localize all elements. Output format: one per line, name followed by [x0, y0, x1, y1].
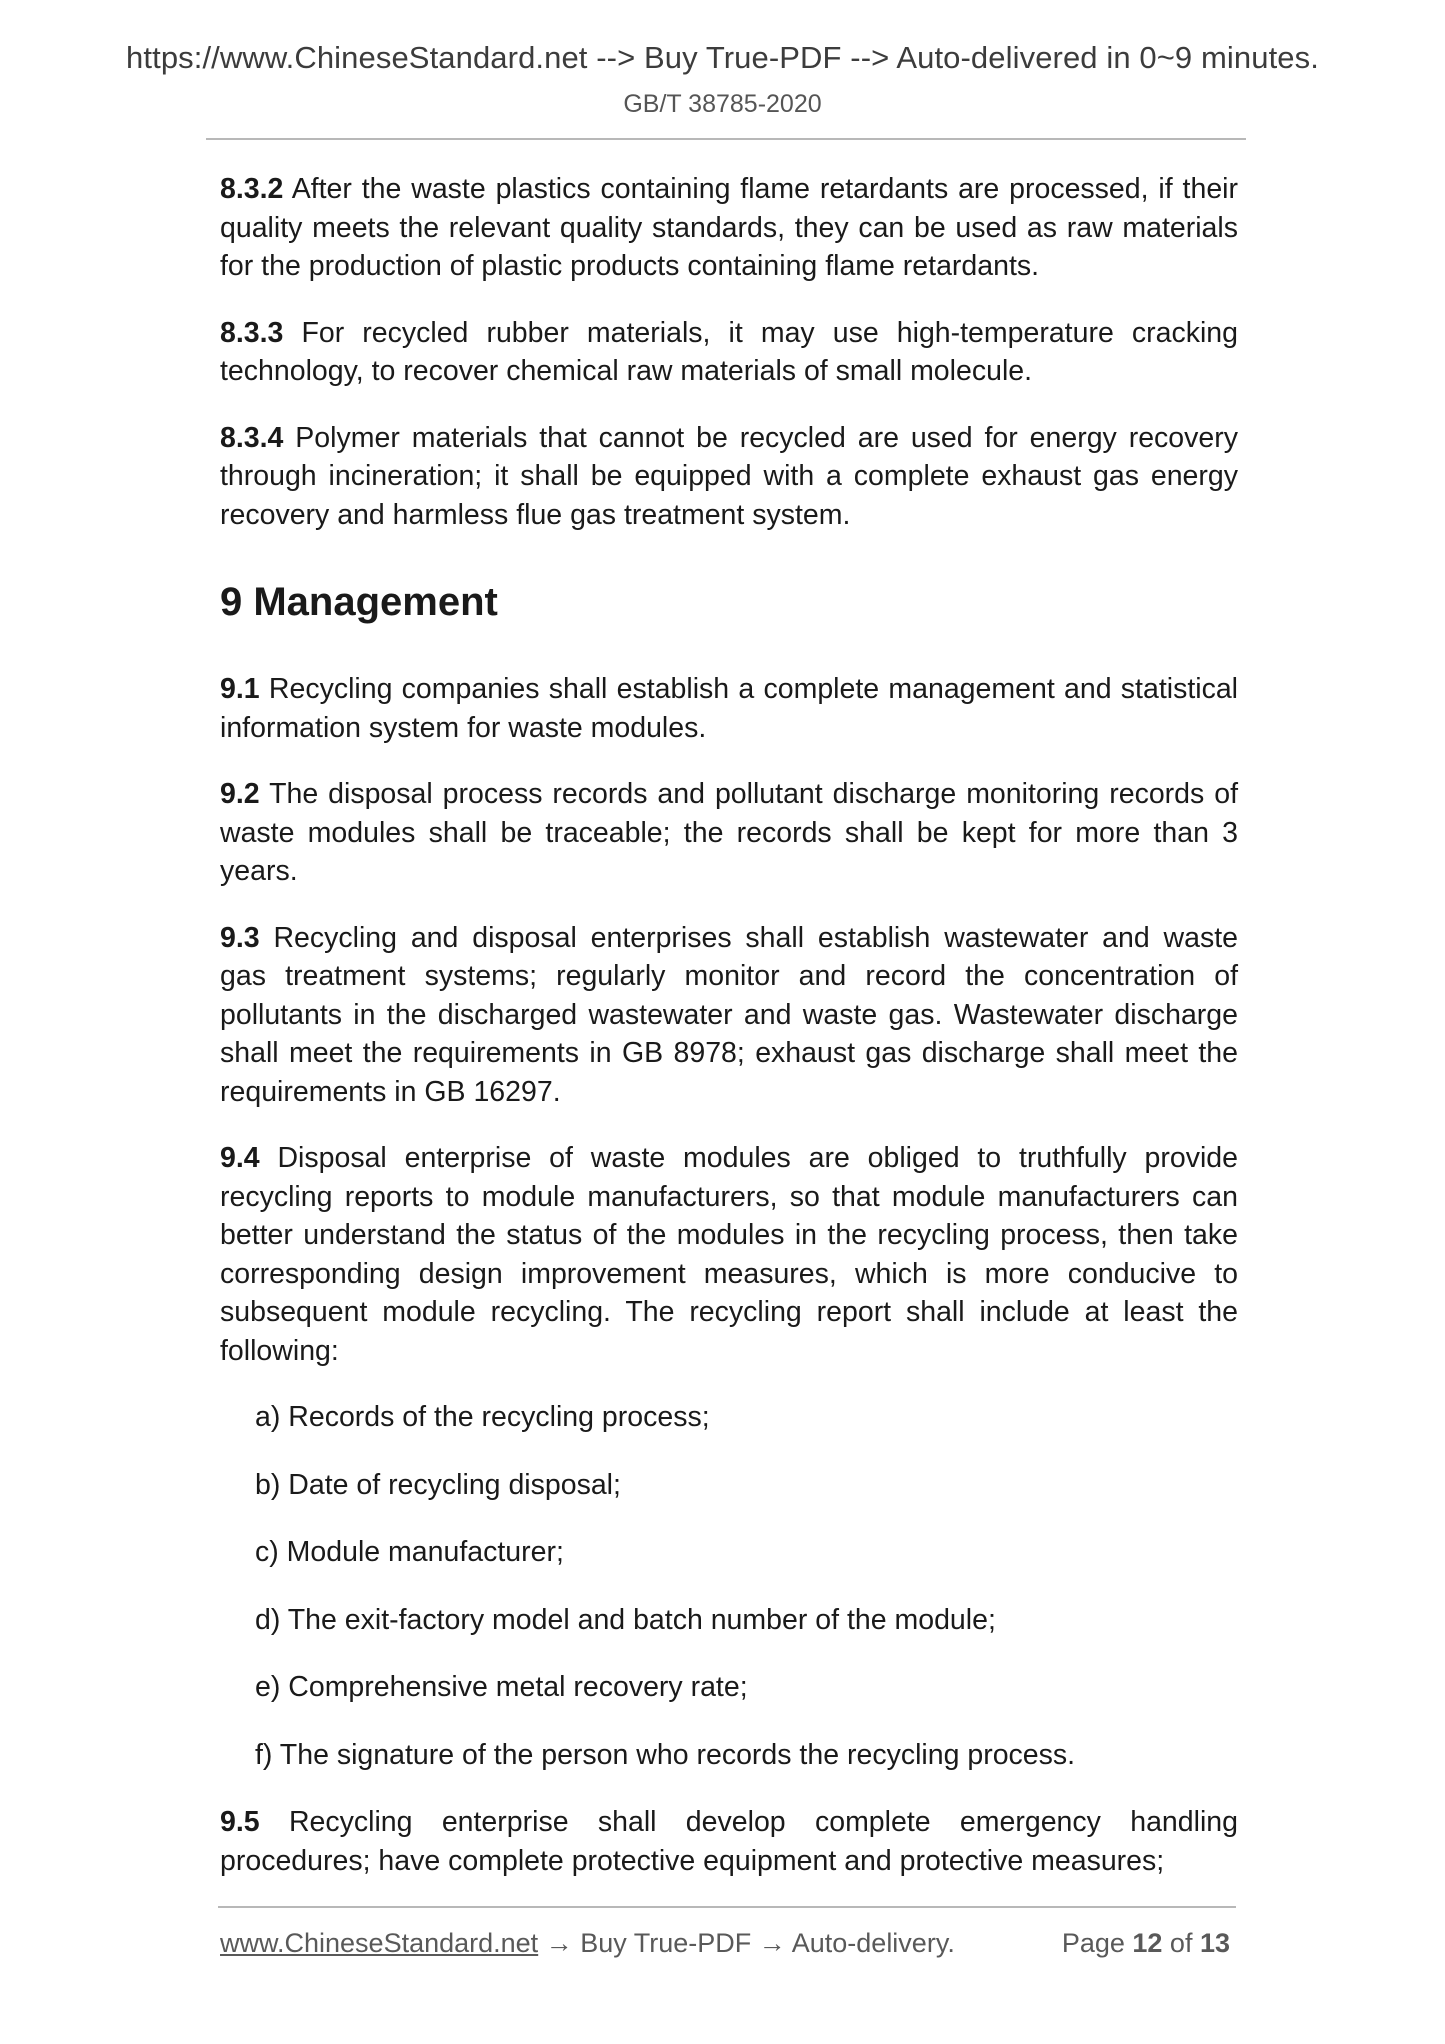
- page-footer: [220, 1928, 1230, 1959]
- list-item: e) Comprehensive metal recovery rate;: [255, 1671, 748, 1703]
- footer-tagline: → Buy True-PDF → Auto-delivery.: [538, 1928, 955, 1958]
- clause-number: 9.2: [220, 778, 260, 810]
- clause-8-3-4: [220, 419, 1238, 535]
- document-code: GB/T 38785-2020: [623, 90, 822, 118]
- header-divider: [206, 138, 1246, 140]
- recycling-report-list: [220, 1398, 1238, 1774]
- list-item: b) Date of recycling disposal;: [255, 1468, 621, 1501]
- of-label: of: [1162, 1928, 1200, 1958]
- clause-text: Disposal enterprise of waste modules are obliged to truthfully provide recycling reports to module manufacturers, so that module manufacturers can better understand the status of the modules in the recycling process, then take corresponding design improvement measures, which is more conducive to subsequent module recycling. The recycling report shall include at least the following:: [220, 1142, 1238, 1367]
- clause-text: Recycling companies shall establish a complete management and statistical information system for waste modules.: [220, 673, 1238, 744]
- clause-9-2: [220, 775, 1238, 891]
- page-banner: https://www.ChineseStandard.net --> Buy True-PDF --> Auto-delivered in 0~9 minutes.: [126, 40, 1319, 75]
- list-item: c) Module manufacturer;: [255, 1536, 564, 1568]
- list-item: a) Records of the recycling process;: [255, 1401, 710, 1433]
- footer-divider: [218, 1906, 1236, 1908]
- page-number: 12: [1132, 1928, 1163, 1958]
- clause-number: 9.4: [220, 1142, 260, 1174]
- page-indicator: [1062, 1928, 1230, 1959]
- page-label: Page: [1061, 1928, 1133, 1958]
- clause-number: 9.5: [220, 1806, 260, 1838]
- clause-text: Recycling and disposal enterprises shall establish wastewater and waste gas treatment systems; regularly monitor and record the concentration of pollutants in the discharged wastewater and waste gas. Wastewater discharge shall meet the requirements in GB 8978; exhaust gas discharge shall meet the requirements in GB 16297.: [220, 921, 1238, 1108]
- clause-text: Recycling enterprise shall develop complete emergency handling procedures; have complete protective equipment and protective measures;: [220, 1806, 1238, 1877]
- clause-9-4: [220, 1139, 1238, 1370]
- clause-number: 8.3.2: [220, 173, 284, 205]
- document-body: [220, 170, 1238, 1880]
- clause-number: 8.3.4: [220, 421, 284, 454]
- clause-text: After the waste plastics containing flame retardants are processed, if their quality meets the relevant quality standards, they can be used as raw materials for the production of plastic products containing flame retardants.: [220, 173, 1238, 282]
- clause-9-3: [220, 919, 1238, 1112]
- list-item: f) The signature of the person who records the recycling process.: [255, 1738, 1076, 1771]
- clause-text: The disposal process records and pollutant discharge monitoring records of waste modules shall be traceable; the records shall be kept for more than 3 years.: [220, 778, 1238, 887]
- clause-number: 9.1: [220, 673, 260, 705]
- clause-9-5: [220, 1803, 1238, 1880]
- clause-text: For recycled rubber materials, it may use high-temperature cracking technology, to recover chemical raw materials of small molecule.: [220, 316, 1238, 387]
- list-item: d) The exit-factory model and batch number of the module;: [255, 1603, 996, 1636]
- clause-number: 8.3.3: [220, 316, 284, 349]
- clause-8-3-2: [220, 170, 1238, 286]
- total-pages: 13: [1199, 1928, 1230, 1958]
- footer-site-link[interactable]: www.ChineseStandard.net: [220, 1928, 539, 1958]
- section-heading-management: 9 Management: [220, 580, 498, 624]
- clause-number: 9.3: [220, 921, 260, 954]
- clause-9-1: [220, 670, 1238, 747]
- clause-8-3-3: [220, 314, 1238, 391]
- clause-text: Polymer materials that cannot be recycled are used for energy recovery through incineration; it shall be equipped with a complete exhaust gas energy recovery and harmless flue gas treatment system.: [220, 421, 1238, 531]
